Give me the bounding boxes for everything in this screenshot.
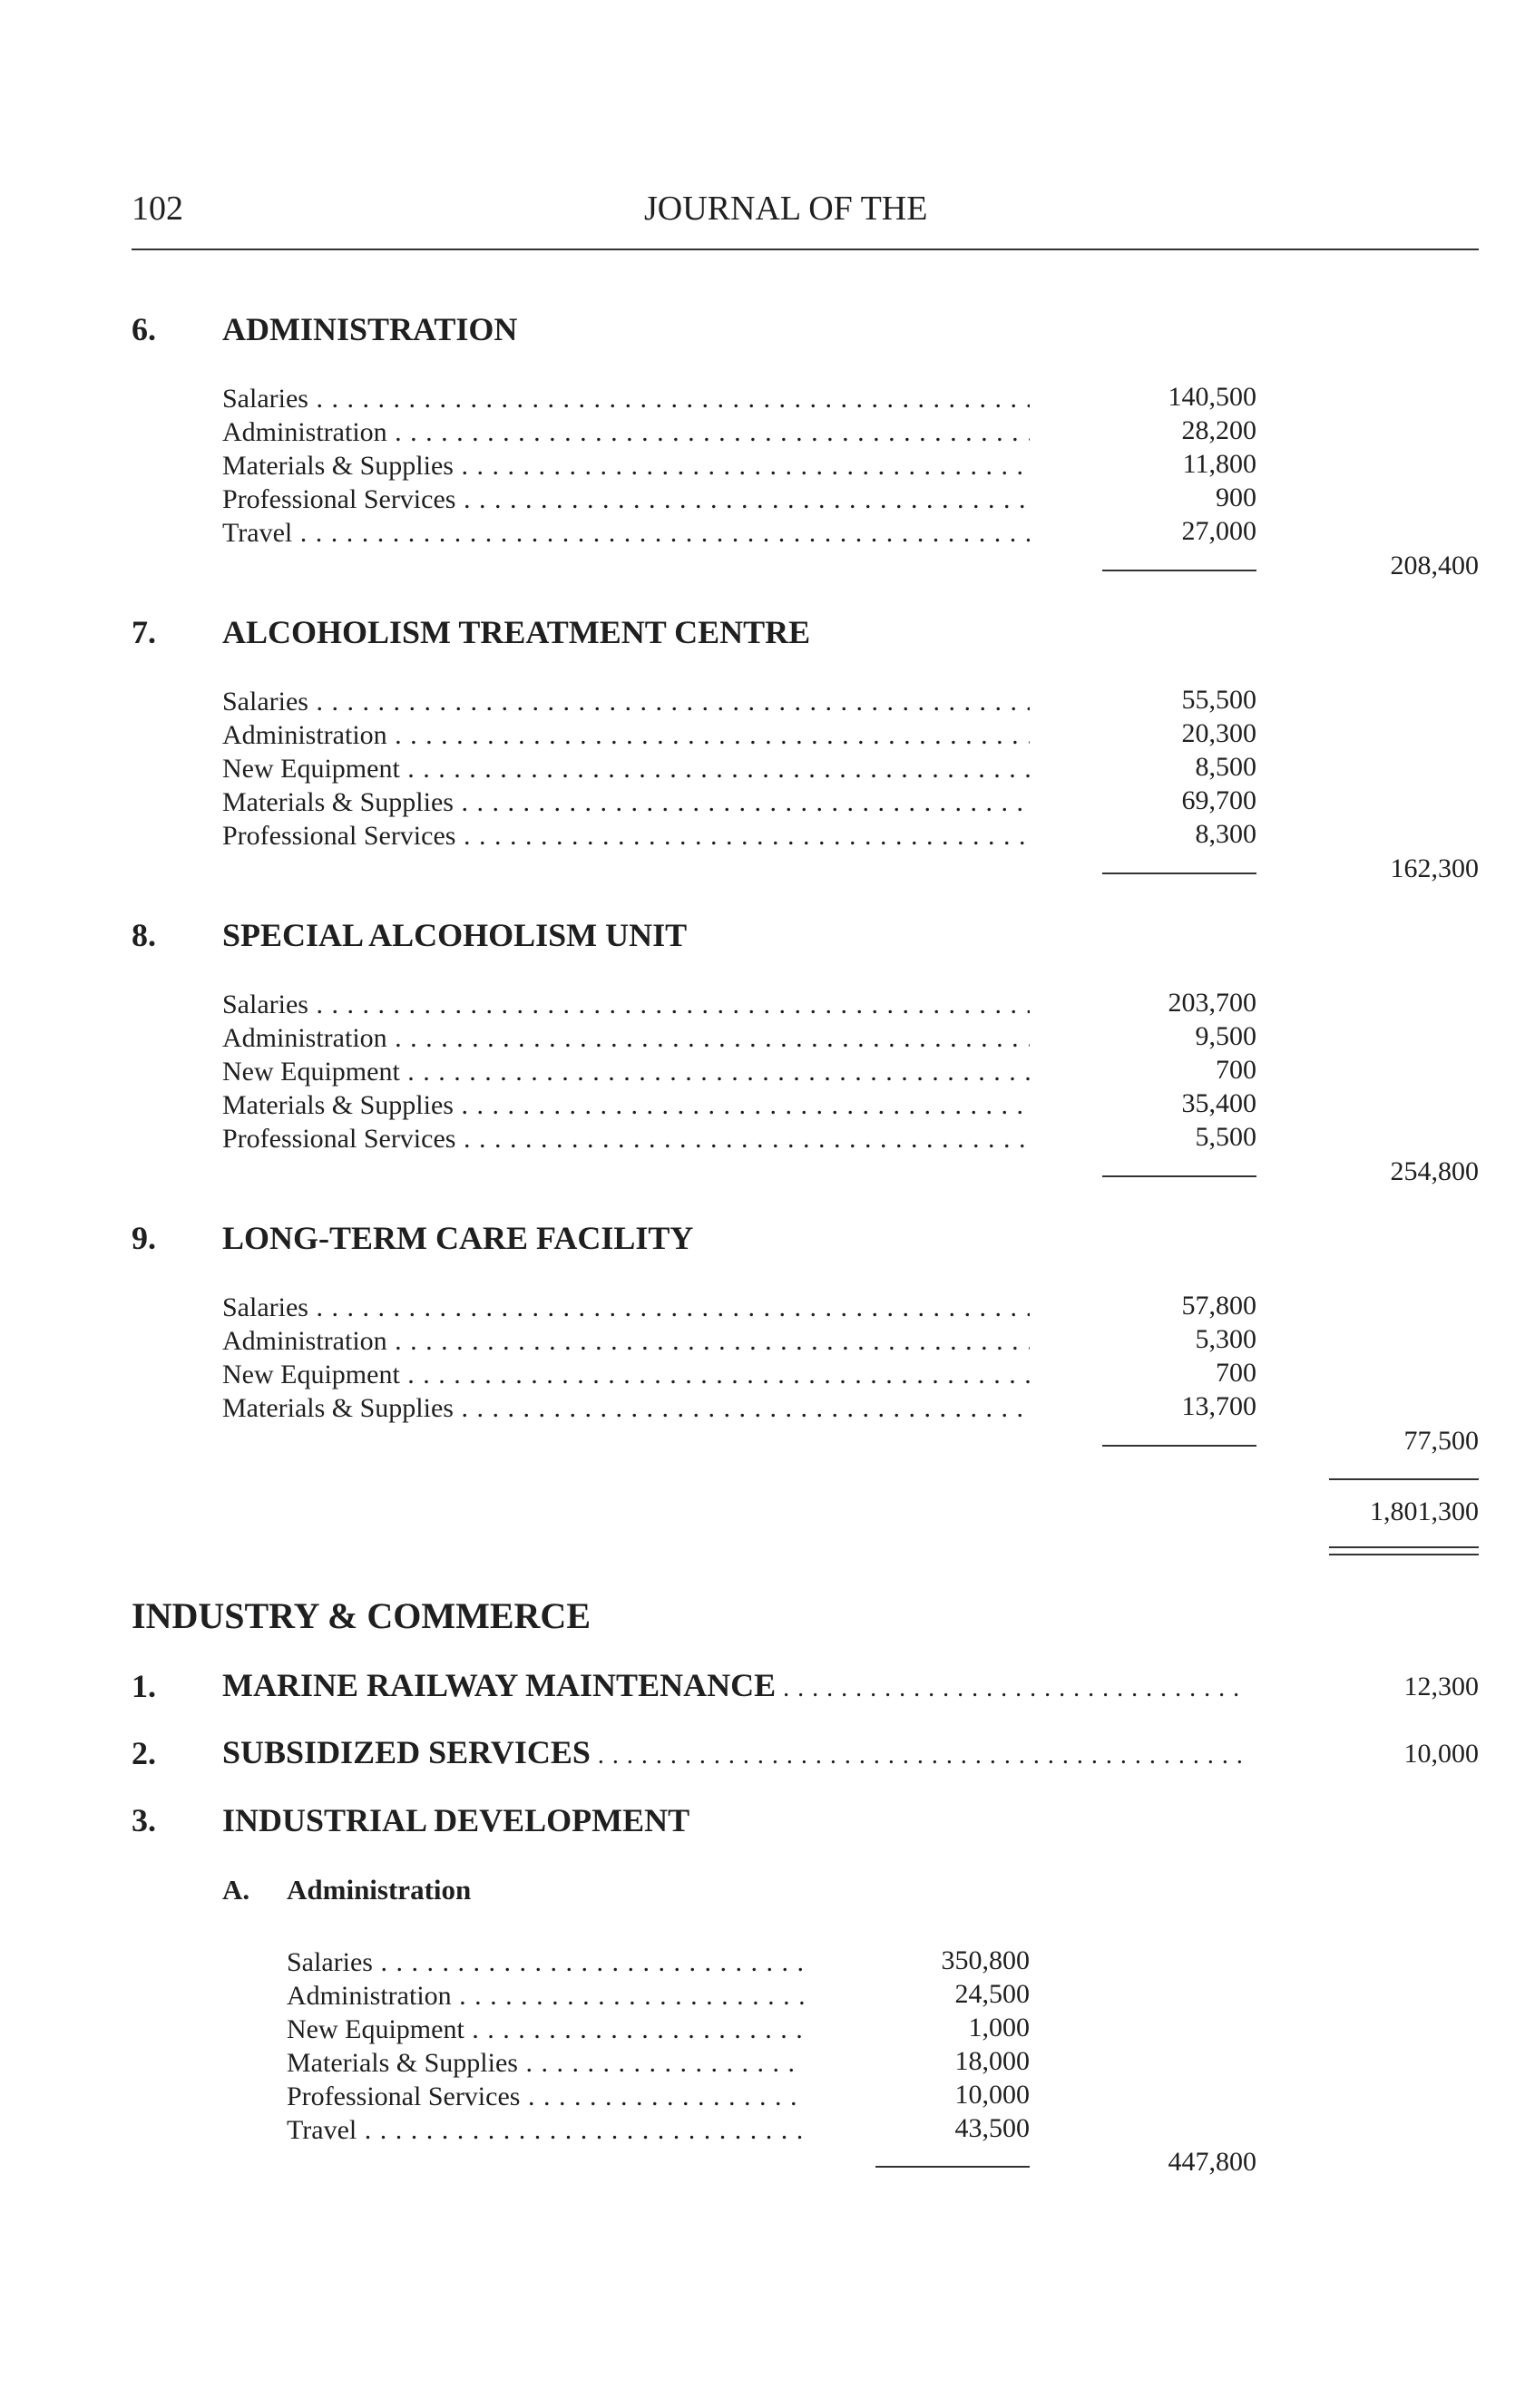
line-label: Professional Services . . . bbox=[287, 2080, 804, 2113]
section-total: 208,400 bbox=[1390, 551, 1479, 580]
subsection-letter: A. bbox=[222, 1874, 250, 1906]
subtotal-rule bbox=[875, 2166, 1030, 2168]
section-total: 254,800 bbox=[1390, 1156, 1479, 1186]
line-label: Professional Services . . . bbox=[222, 483, 1030, 516]
line-item bbox=[287, 2113, 804, 2147]
line-label: Materials & Supplies . . . bbox=[222, 785, 1030, 819]
section-title: SPECIAL ALCOHOLISM UNIT bbox=[222, 917, 688, 953]
line-amount: 11,800 bbox=[1182, 449, 1256, 479]
line-amount: 28,200 bbox=[1181, 415, 1256, 445]
line-item bbox=[222, 382, 1030, 415]
line-label: Materials & Supplies . . . bbox=[222, 1391, 1030, 1425]
entry-line bbox=[222, 1732, 1247, 1772]
line-label: New Equipment . . . bbox=[222, 752, 1030, 785]
entry-title: SUBSIDIZED SERVICES . . . bbox=[222, 1732, 1247, 1776]
line-item bbox=[222, 1358, 1030, 1391]
entry-number: 2. bbox=[132, 1735, 156, 1771]
line-amount: 8,500 bbox=[1195, 752, 1256, 782]
section-total: 162,300 bbox=[1390, 853, 1479, 883]
line-amount: 24,500 bbox=[954, 1979, 1030, 2009]
line-amount: 18,000 bbox=[954, 2046, 1030, 2076]
line-item bbox=[222, 988, 1030, 1021]
entry-title: MARINE RAILWAY MAINTENANCE . . . bbox=[222, 1665, 1247, 1709]
line-label: Salaries . . . bbox=[222, 685, 1030, 718]
line-item bbox=[287, 1979, 804, 2013]
line-label: Administration . . . bbox=[222, 718, 1030, 752]
industry-heading: INDUSTRY & COMMERCE bbox=[132, 1595, 591, 1636]
line-item bbox=[222, 1391, 1030, 1425]
subsection-title: Administration bbox=[287, 1874, 472, 1906]
line-amount: 700 bbox=[1216, 1055, 1256, 1085]
grand-total: 1,801,300 bbox=[1370, 1496, 1479, 1526]
double-rule-top bbox=[1329, 1546, 1479, 1548]
section-number: 8. bbox=[132, 917, 156, 953]
line-label: New Equipment . . . bbox=[222, 1055, 1030, 1088]
double-rule-bottom bbox=[1329, 1554, 1479, 1555]
line-item bbox=[222, 1324, 1030, 1358]
line-label: Salaries . . . bbox=[222, 382, 1030, 415]
line-amount: 13,700 bbox=[1181, 1391, 1256, 1421]
subtotal-rule bbox=[1102, 873, 1256, 874]
line-item bbox=[287, 2013, 804, 2046]
line-label: Salaries . . . bbox=[287, 1945, 804, 1979]
line-amount: 203,700 bbox=[1168, 988, 1256, 1018]
line-item bbox=[222, 685, 1030, 718]
section-total: 77,500 bbox=[1403, 1426, 1479, 1456]
line-label: Administration . . . bbox=[222, 1021, 1030, 1055]
entry-amount: 10,000 bbox=[1403, 1739, 1479, 1769]
section-title: ALCOHOLISM TREATMENT CENTRE bbox=[222, 614, 811, 650]
line-amount: 69,700 bbox=[1181, 785, 1256, 815]
entry-number: 3. bbox=[132, 1802, 156, 1838]
line-amount: 57,800 bbox=[1181, 1291, 1256, 1321]
line-label: Materials & Supplies . . . bbox=[287, 2046, 804, 2080]
header-rule bbox=[132, 249, 1479, 250]
line-item bbox=[222, 1055, 1030, 1088]
entry-number: 1. bbox=[132, 1668, 156, 1704]
entry-title: INDUSTRIAL DEVELOPMENT bbox=[222, 1802, 690, 1838]
line-label: Administration . . . bbox=[222, 1324, 1030, 1358]
line-amount: 43,500 bbox=[954, 2113, 1030, 2143]
line-item bbox=[287, 2046, 804, 2080]
line-item bbox=[222, 752, 1030, 785]
section-number: 9. bbox=[132, 1220, 156, 1256]
line-label: Salaries . . . bbox=[222, 988, 1030, 1021]
subtotal-rule bbox=[1102, 1445, 1256, 1447]
line-label: Travel . . . bbox=[287, 2113, 804, 2147]
section-number: 7. bbox=[132, 614, 156, 650]
line-label: Administration . . . bbox=[287, 1979, 804, 2013]
line-amount: 55,500 bbox=[1181, 685, 1256, 715]
line-amount: 5,300 bbox=[1195, 1324, 1256, 1354]
section-title: ADMINISTRATION bbox=[222, 311, 518, 347]
line-label: New Equipment . . . bbox=[287, 2013, 804, 2046]
line-item bbox=[222, 516, 1030, 550]
subtotal-rule bbox=[1102, 1175, 1256, 1177]
line-amount: 900 bbox=[1216, 483, 1256, 512]
line-label: Professional Services . . . bbox=[222, 819, 1030, 853]
line-label: Professional Services . . . bbox=[222, 1122, 1030, 1155]
subtotal-rule bbox=[1102, 570, 1256, 571]
line-item bbox=[287, 1945, 804, 1979]
line-item bbox=[222, 1291, 1030, 1324]
line-amount: 20,300 bbox=[1181, 718, 1256, 748]
line-amount: 350,800 bbox=[941, 1945, 1030, 1975]
line-item bbox=[222, 1021, 1030, 1055]
journal-title: JOURNAL OF THE bbox=[644, 190, 928, 228]
line-item bbox=[222, 1088, 1030, 1122]
entry-amount: 12,300 bbox=[1403, 1672, 1479, 1701]
line-item bbox=[222, 785, 1030, 819]
line-amount: 10,000 bbox=[954, 2080, 1030, 2110]
line-item bbox=[222, 1122, 1030, 1155]
line-item bbox=[222, 483, 1030, 516]
line-amount: 5,500 bbox=[1195, 1122, 1256, 1152]
line-amount: 8,300 bbox=[1195, 819, 1256, 849]
line-label: Materials & Supplies . . . bbox=[222, 449, 1030, 483]
section-number: 6. bbox=[132, 311, 156, 347]
line-amount: 140,500 bbox=[1168, 382, 1256, 412]
line-amount: 9,500 bbox=[1195, 1021, 1256, 1051]
line-amount: 35,400 bbox=[1181, 1088, 1256, 1118]
line-amount: 27,000 bbox=[1181, 516, 1256, 546]
line-item bbox=[287, 2080, 804, 2113]
page-number: 102 bbox=[132, 190, 183, 228]
subsection-total: 447,800 bbox=[1168, 2147, 1256, 2177]
line-amount: 700 bbox=[1216, 1358, 1256, 1388]
entry-line bbox=[222, 1665, 1247, 1705]
line-item bbox=[222, 718, 1030, 752]
line-item bbox=[222, 415, 1030, 449]
line-amount: 1,000 bbox=[968, 2013, 1030, 2042]
section-title: LONG-TERM CARE FACILITY bbox=[222, 1220, 694, 1256]
line-label: Travel . . . bbox=[222, 516, 1030, 550]
line-label: New Equipment . . . bbox=[222, 1358, 1030, 1391]
line-label: Administration . . . bbox=[222, 415, 1030, 449]
line-label: Materials & Supplies . . . bbox=[222, 1088, 1030, 1122]
line-label: Salaries . . . bbox=[222, 1291, 1030, 1324]
total-rule bbox=[1329, 1478, 1479, 1480]
line-item bbox=[222, 449, 1030, 483]
line-item bbox=[222, 819, 1030, 853]
